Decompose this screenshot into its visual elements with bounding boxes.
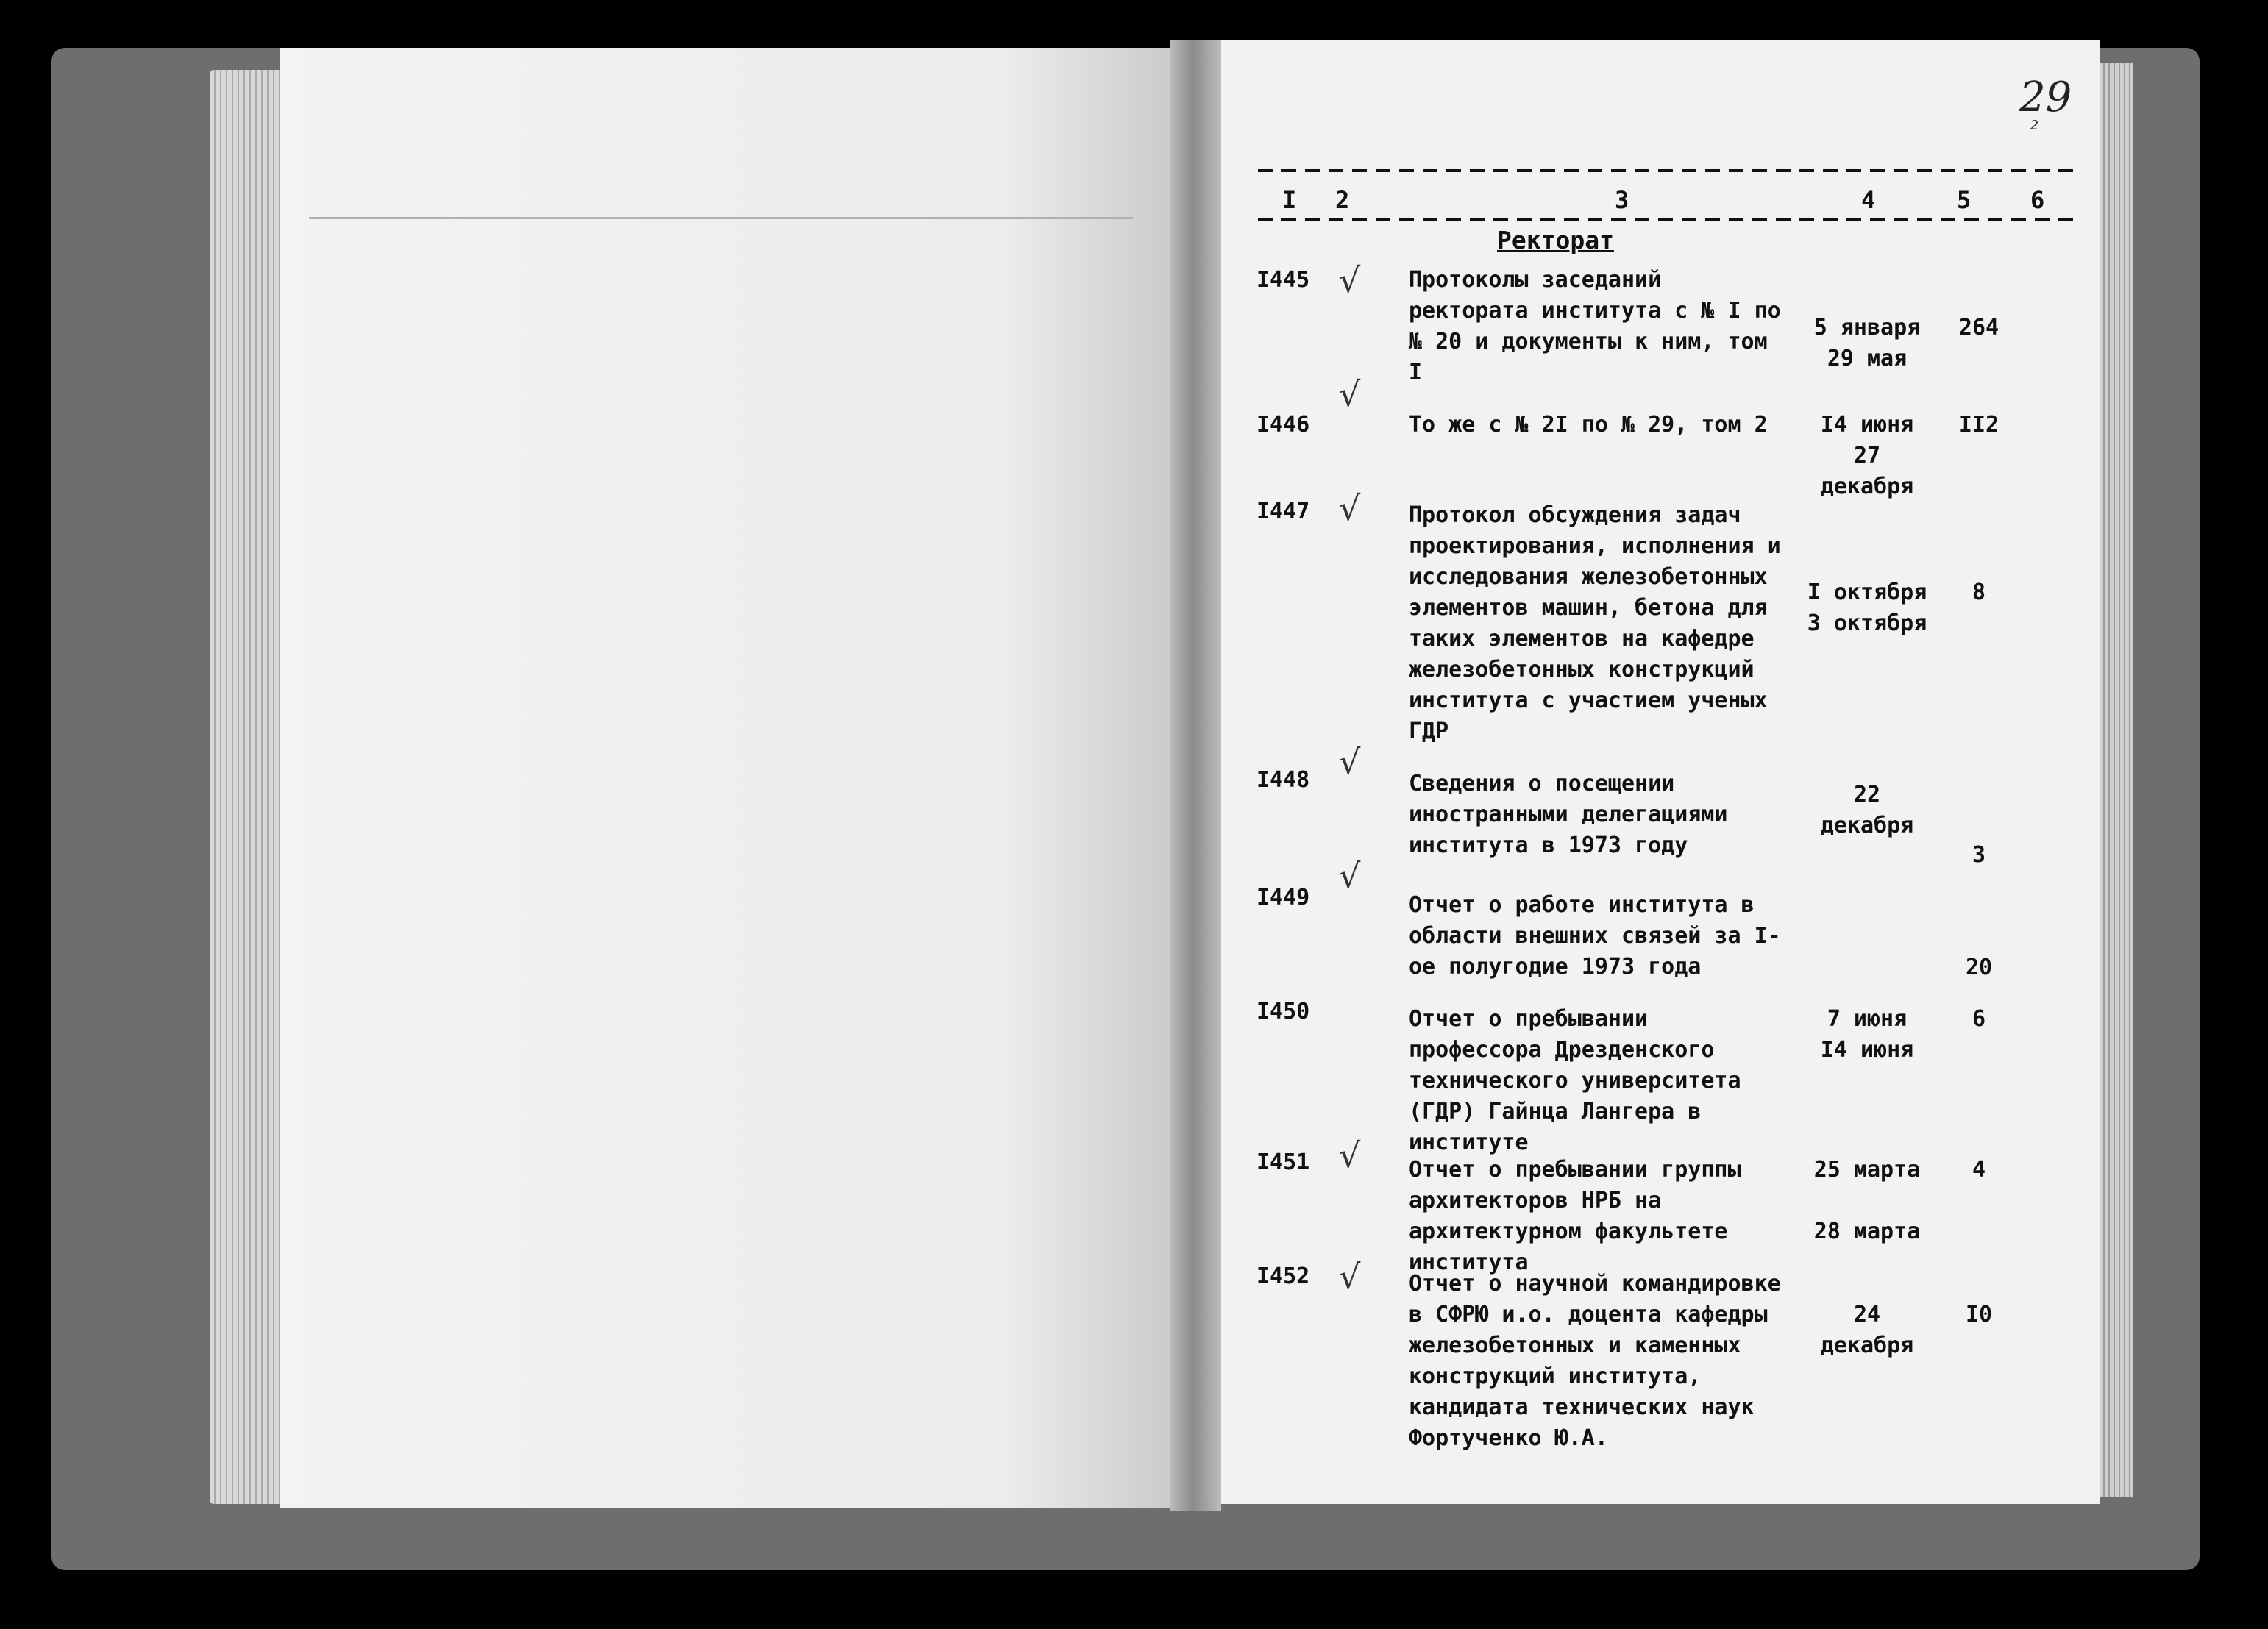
date-start: 22 декабря	[1820, 782, 1914, 838]
leaf-count: 20	[1965, 955, 1993, 980]
item-number: I451	[1256, 1149, 1310, 1175]
check-mark-icon: √	[1339, 260, 1361, 300]
date-start: 7 июня	[1827, 1006, 1908, 1032]
item-number: I446	[1256, 412, 1310, 438]
section-title: Ректорат	[1497, 226, 1614, 254]
item-number: I452	[1256, 1263, 1310, 1289]
header-col-1: I	[1282, 186, 1297, 214]
item-title: Отчет о работе института в области внешних связей за I-ое полугодие 1973 года	[1409, 892, 1781, 980]
date-end: 29 мая	[1827, 346, 1908, 371]
left-page-bleed-rule	[309, 217, 1133, 219]
header-rule-top	[1258, 169, 2075, 172]
item-number: I447	[1256, 499, 1310, 524]
item-title: Отчет о пребывании профессора Дрезденского технического университета (ГДР) Гайнца Лангера в институте	[1409, 1006, 1741, 1155]
date-start: 5 января	[1813, 315, 1921, 341]
leaf-count: 6	[1972, 1006, 1986, 1032]
item-title: Отчет о научной командировке в СФРЮ и.о. доцента кафедры железобетонных и каменных конструкций института, кандидата технических наук Фортученко Ю.А.	[1409, 1271, 1781, 1451]
inventory-sheet	[1206, 40, 2100, 1504]
date-end: I4 июня	[1820, 1037, 1914, 1063]
item-number: I445	[1256, 267, 1310, 293]
item-title: Протокол обсуждения задач проектирования, исполнения и исследования железобетонных элементов машин, бетона для таких элементов на кафедре железобетонных конструкций института с участием ученых ГДР	[1409, 502, 1781, 744]
leaf-count: 8	[1972, 580, 1986, 605]
leaf-count: I0	[1965, 1302, 1993, 1327]
check-mark-icon: √	[1339, 374, 1361, 414]
leaf-count: II2	[1958, 412, 1999, 438]
check-mark-icon: √	[1339, 856, 1361, 896]
check-mark-icon: √	[1339, 1136, 1361, 1175]
check-mark-icon: √	[1339, 742, 1361, 782]
date-start: I октября	[1807, 580, 1927, 605]
page-edges-left	[210, 70, 291, 1504]
header-rule-bottom	[1258, 218, 2075, 221]
header-col-5: 5	[1957, 186, 1972, 214]
header-col-4: 4	[1861, 186, 1876, 214]
item-title: То же с № 2I по № 29, том 2	[1409, 412, 1768, 438]
page-number-sub: 2	[2030, 118, 2038, 133]
date-end: 27 декабря	[1820, 443, 1914, 499]
leaf-count: 4	[1972, 1157, 1986, 1183]
date-start: 24 декабря	[1820, 1302, 1914, 1358]
leaf-count: 3	[1972, 842, 1986, 868]
date-start: 25 марта	[1813, 1157, 1921, 1183]
item-title: Отчет о пребывании группы архитекторов НРБ на архитектурном факультете института	[1409, 1157, 1741, 1275]
left-page	[280, 48, 1188, 1508]
item-title: Протоколы заседаний ректората института с № I по № 20 и документы к ним, том I	[1409, 267, 1781, 385]
header-col-2: 2	[1335, 186, 1350, 214]
date-end: 28 марта	[1813, 1219, 1921, 1244]
check-mark-icon: √	[1339, 1257, 1361, 1297]
item-number: I448	[1256, 767, 1310, 793]
item-title: Сведения о посещении иностранными делегациями института в 1973 году	[1409, 771, 1728, 858]
page-number: 29	[2019, 74, 2072, 121]
header-col-6: 6	[2030, 186, 2045, 214]
header-col-3: 3	[1615, 186, 1629, 214]
date-start: I4 июня	[1820, 412, 1914, 438]
leaf-count: 264	[1958, 315, 1999, 341]
item-number: I449	[1256, 885, 1310, 910]
date-end: 3 октября	[1807, 610, 1927, 636]
check-mark-icon: √	[1339, 488, 1361, 528]
item-number: I450	[1256, 999, 1310, 1024]
